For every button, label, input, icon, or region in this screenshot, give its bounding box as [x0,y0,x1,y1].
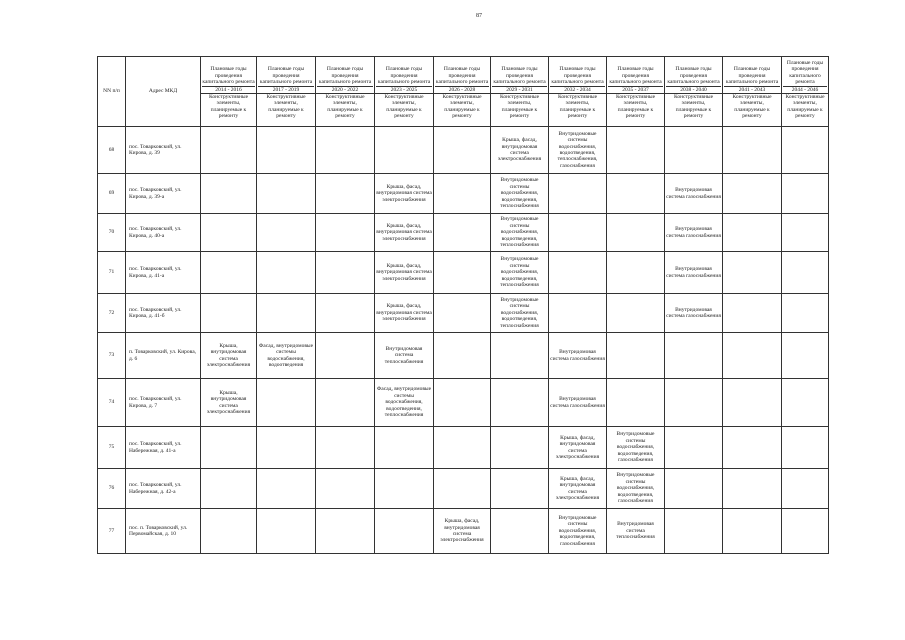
period-years: 2017 - 2019 [272,86,300,93]
repair-cell [782,252,829,294]
repair-cell: Внутридомовые системы водоснабжения, водоотведения, теплоснабжения [491,174,549,214]
row-number: 75 [98,427,126,469]
header-elements: Конструктивные элементы, планируемые к ремонту [201,94,257,127]
repair-cell [375,427,434,469]
repair-cell [491,509,549,554]
header-period [316,57,375,94]
repair-cell [316,214,375,252]
row-number: 69 [98,174,126,214]
row-number: 72 [98,294,126,333]
repair-cell [723,174,782,214]
repair-cell [549,174,607,214]
table-row [98,427,829,469]
repair-cell [201,127,257,174]
period-years: 2035 - 2037 [622,86,649,93]
row-number: 76 [98,469,126,509]
header-address: Адрес МКД [126,57,201,127]
header-elements: Конструктивные элементы, планируемые к ремонту [257,94,316,127]
repair-cell [316,127,375,174]
header-elements: Конструктивные элементы, планируемые к ремонту [549,94,607,127]
repair-cell [723,252,782,294]
repair-cell [607,174,665,214]
repair-cell [434,333,491,379]
repair-cell: Крыша, внутридомовая система электроснабжения [201,379,257,427]
repair-cell [549,252,607,294]
repair-cell: Крыша, фасад, внутридомовая система электроснабжения [375,294,434,333]
repair-cell [491,379,549,427]
repair-cell: Внутридомовые системы водоснабжения, водоотведения, газоснабжения [607,469,665,509]
row-address: пос. Товарковский, ул. Кирова, д. 7 [126,379,201,427]
repair-cell [375,469,434,509]
row-address: пос. Товарковский, ул. Кирова, д. 41-б [126,294,201,333]
repair-cell [316,174,375,214]
repair-cell [201,509,257,554]
repair-cell [201,252,257,294]
header-period [665,57,723,94]
header-elements: Конструктивные элементы, планируемые к ремонту [665,94,723,127]
repair-cell [316,509,375,554]
repair-cell [316,333,375,379]
period-title: Плановые годы проведения капитального ремонта [725,66,779,86]
repair-cell [723,214,782,252]
repair-cell: Крыша, фасад, внутридомовая система электроснабжения [375,214,434,252]
table-row [98,127,829,174]
repair-cell [665,379,723,427]
repair-cell [782,214,829,252]
repair-cell [723,469,782,509]
table-row [98,333,829,379]
period-years: 2044 - 2046 [791,86,819,93]
header-elements: Конструктивные элементы, планируемые к ремонту [723,94,782,127]
header-elements: Конструктивные элементы, планируемые к ремонту [607,94,665,127]
row-address: пос. Товарковский, ул. Набережная, д. 42-а [126,469,201,509]
repair-cell [782,379,829,427]
header-nn: NN п/п [98,57,126,127]
period-title: Плановые годы проведения капитального ремонта [493,66,546,86]
repair-cell [665,333,723,379]
period-title: Плановые годы проведения капитального ремонта [551,66,604,86]
period-title: Плановые годы проведения капитального ремонта [202,66,255,86]
repair-cell [607,379,665,427]
repair-cell [257,174,316,214]
period-title: Плановые годы проведения капитального ремонта [667,66,720,86]
repair-cell [201,294,257,333]
repair-cell: Внутридомовые системы водоснабжения, водоотведения, газоснабжения [549,509,607,554]
period-title: Плановые годы проведения капитального ремонта [377,66,431,86]
header-elements: Конструктивные элементы, планируемые к ремонту [782,94,829,127]
repair-cell [434,427,491,469]
repair-cell [434,379,491,427]
repair-cell [201,427,257,469]
period-title: Плановые годы проведения капитального ремонта [609,66,662,86]
period-years: 2041 - 2043 [738,86,766,93]
repair-cell [316,252,375,294]
repair-cell: Внутридомовая система газоснабжения [549,379,607,427]
row-address: пос. Товарковский, ул. Кирова, д. 39-а [126,174,201,214]
period-years: 2029 - 2031 [506,86,533,93]
repair-cell: Крыша, фасад, внутридомовая система электроснабжения [549,427,607,469]
repair-cell [782,333,829,379]
repair-cell: Внутридомовые системы водоснабжения, водоотведения, теплоснабжения [491,294,549,333]
repair-cell [665,509,723,554]
period-years: 2023 - 2025 [390,86,418,93]
repair-cell [723,333,782,379]
repair-cell [723,294,782,333]
row-address: пос. Товарковский, ул. Кирова, д. 40-а [126,214,201,252]
repair-cell [316,379,375,427]
table-row [98,509,829,554]
row-address: пос. п. Товарковский, ул. Первомайская, д. 10 [126,509,201,554]
repair-cell [316,469,375,509]
repair-cell [316,294,375,333]
table-row [98,379,829,427]
repair-cell [549,214,607,252]
repair-cell: Крыша, фасад, внутридомовая система электроснабжения [375,174,434,214]
page-number: 87 [476,13,482,19]
repair-cell [201,174,257,214]
repair-cell [257,294,316,333]
repair-cell: Фасад, внутридомовые системы водоснабжения, водоотведения, теплоснабжения [375,379,434,427]
period-title: Плановые годы проведения капитального ремонта [435,66,489,86]
repair-cell [665,427,723,469]
period-title: Плановые годы проведения капитального ремонта [259,66,313,86]
header-period [257,57,316,94]
repair-cell: Внутридомовые системы водоснабжения, водоотведения, теплоснабжения [491,214,549,252]
table-row [98,252,829,294]
row-address: пос. Товарковский, ул. Набережная, д. 41-а [126,427,201,469]
period-years: 2014 - 2016 [215,86,242,93]
repair-cell [316,427,375,469]
repair-cell: Внутридомовая система газоснабжения [549,333,607,379]
repair-cell [257,252,316,294]
repair-cell [375,509,434,554]
header-period [201,57,257,94]
repair-cell [491,333,549,379]
repair-cell [782,469,829,509]
repair-cell [375,127,434,174]
header-elements: Конструктивные элементы, планируемые к ремонту [375,94,434,127]
header-period [375,57,434,94]
repair-cell [491,427,549,469]
row-number: 71 [98,252,126,294]
header-period [607,57,665,94]
header-period [549,57,607,94]
repair-cell [257,469,316,509]
repair-cell: Крыша, фасад, внутридомовая система электроснабжения [434,509,491,554]
header-period [491,57,549,94]
repair-cell [723,509,782,554]
repair-cell [782,174,829,214]
repair-cell [782,427,829,469]
repair-cell [434,294,491,333]
period-years: 2020 - 2022 [331,86,359,93]
repair-cell [607,294,665,333]
repair-cell [257,379,316,427]
repair-cell: Крыша, фасад, внутридомовая система электроснабжения [549,469,607,509]
repair-cell [434,252,491,294]
repair-cell [723,379,782,427]
repair-cell: Внутридомовые системы водоснабжения, водоотведения, теплоснабжения, газоснабжения [549,127,607,174]
repair-cell [607,127,665,174]
repair-cell: Внутридомовая система газоснабжения [665,294,723,333]
repair-cell [434,214,491,252]
repair-cell [257,509,316,554]
repair-cell: Крыша, внутридомовая система электроснабжения [201,333,257,379]
repair-cell: Крыша, фасад, внутридомовая система электроснабжения [375,252,434,294]
repair-cell [723,127,782,174]
header-elements: Конструктивные элементы, планируемые к ремонту [491,94,549,127]
repair-cell: Внутридомовая система теплоснабжения [607,509,665,554]
repair-cell [665,469,723,509]
header-elements: Конструктивные элементы, планируемые к ремонту [434,94,491,127]
header-period [782,57,829,94]
repair-cell [665,127,723,174]
period-years: 2026 - 2028 [448,86,476,93]
repair-cell [723,427,782,469]
repair-cell [491,469,549,509]
repair-cell: Внутридомовая система газоснабжения [665,214,723,252]
repair-cell: Фасад, внутридомовые системы водоснабжения, водоотведения [257,333,316,379]
repair-cell [607,214,665,252]
repair-cell [434,174,491,214]
repair-cell [782,509,829,554]
period-years: 2038 - 2040 [680,86,707,93]
repair-cell [257,127,316,174]
period-title: Плановые годы проведения капитального ремонта [318,66,372,86]
row-address: пос. Товарковский, ул. Кирова, д. 41-а [126,252,201,294]
header-elements: Конструктивные элементы, планируемые к ремонту [316,94,375,127]
repair-cell [434,469,491,509]
table-row [98,214,829,252]
repair-cell [782,294,829,333]
repair-cell: Внутридомовые системы водоснабжения, водоотведения, газоснабжения [607,427,665,469]
repair-cell [257,427,316,469]
row-number: 74 [98,379,126,427]
table-row [98,294,829,333]
header-period [723,57,782,94]
repair-cell [607,252,665,294]
repair-cell: Внутридомовая система газоснабжения [665,174,723,214]
table-row [98,469,829,509]
row-number: 77 [98,509,126,554]
repair-cell [201,214,257,252]
repair-cell: Крыша, фасад, внутридомовая система электроснабжения [491,127,549,174]
capital-repair-table [97,56,829,554]
repair-cell: Внутридомовая система газоснабжения [665,252,723,294]
period-years: 2032 - 2034 [564,86,591,93]
repair-cell [607,333,665,379]
row-number: 68 [98,127,126,174]
table-row [98,174,829,214]
repair-cell [257,214,316,252]
row-address: пос. Товарковский, ул. Кирова, д. 39 [126,127,201,174]
header-period [434,57,491,94]
repair-cell [782,127,829,174]
row-address: п. Товарковский, ул. Кирова, д. 6 [126,333,201,379]
repair-cell [201,469,257,509]
repair-cell [549,294,607,333]
repair-cell: Внутридомовые системы водоснабжения, водоотведения, теплоснабжения [491,252,549,294]
row-number: 70 [98,214,126,252]
repair-cell: Внутридомовая система теплоснабжения [375,333,434,379]
row-number: 73 [98,333,126,379]
period-title: Плановые годы проведения капитального ремонта [783,60,827,87]
repair-cell [434,127,491,174]
